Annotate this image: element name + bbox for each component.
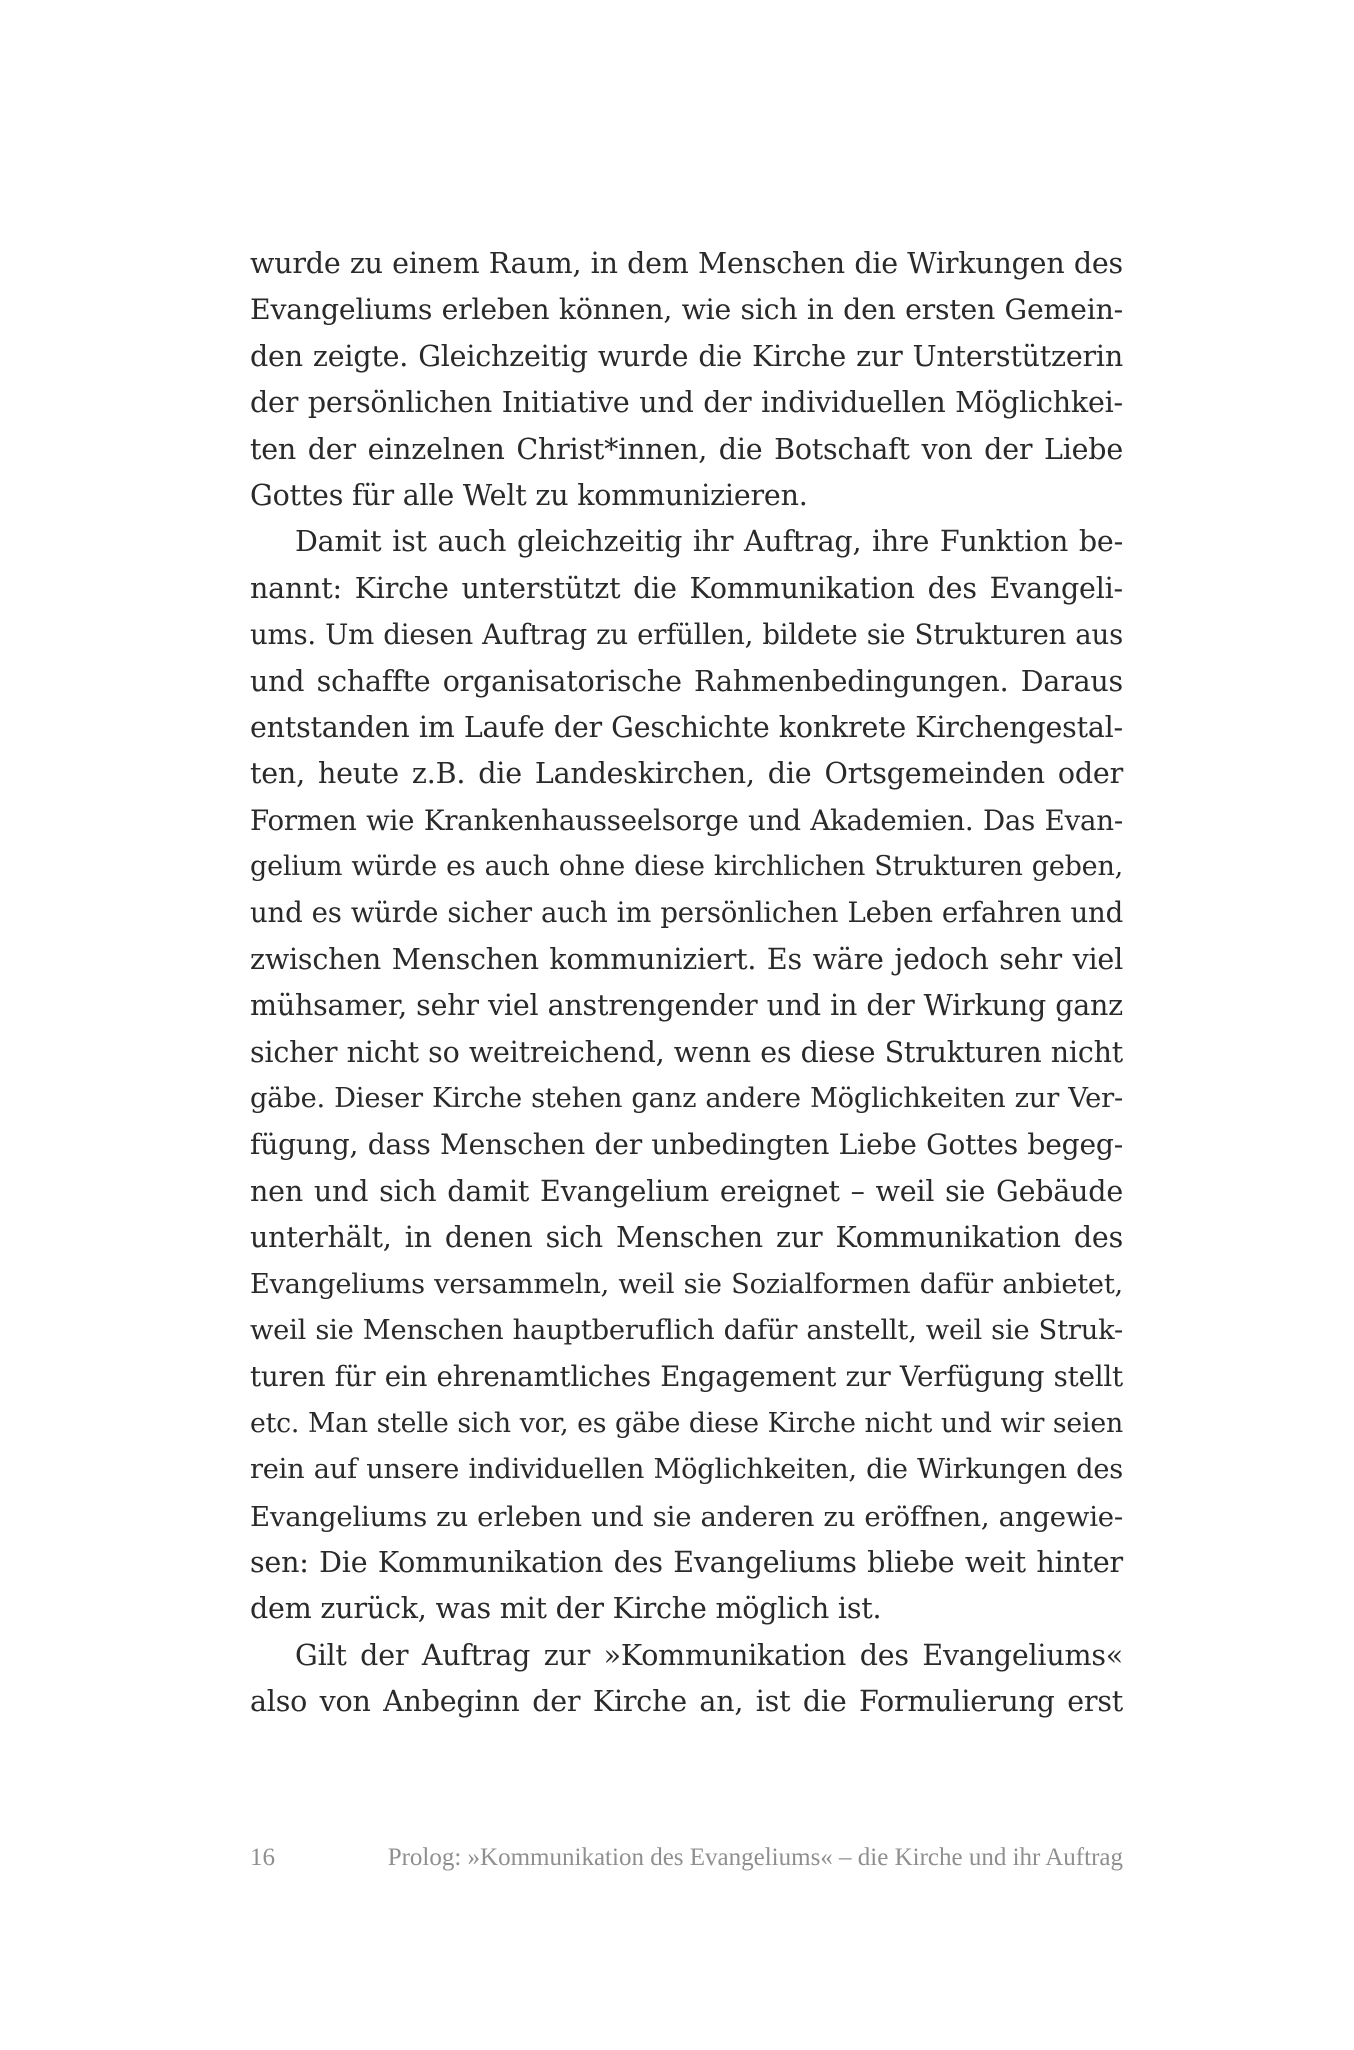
text-line: nen und sich damit Evangelium ereignet – weil sie Gebäude: [250, 1174, 1123, 1208]
text-line: nannt: Kirche unterstützt die Kommunikation des Evangeli-: [250, 571, 1123, 605]
text-line: turen für ein ehrenamtliches Engagement zur Verfügung stellt: [250, 1360, 1123, 1394]
page-number: 16: [250, 1844, 275, 1871]
page-footer: [250, 1838, 1123, 1878]
text-line: ten, heute z.B. die Landeskirchen, die Ortsgemeinden oder: [250, 757, 1123, 791]
text-line: Evangeliums versammeln, weil sie Sozialformen dafür anbietet,: [250, 1268, 1123, 1300]
text-line: Formen wie Krankenhausseelsorge und Akademien. Das Evan-: [250, 803, 1123, 837]
text-line: Evangeliums erleben können, wie sich in den ersten Gemein-: [250, 293, 1123, 327]
text-line: der persönlichen Initiative und der individuellen Möglichkei-: [250, 386, 1123, 420]
text-line: Gilt der Auftrag zur »Kommunikation des Evangeliums«: [295, 1638, 1123, 1672]
text-line: und es würde sicher auch im persönlichen Leben erfahren und: [250, 897, 1123, 930]
text-line: sicher nicht so weitreichend, wenn es diese Strukturen nicht: [250, 1035, 1123, 1069]
paragraph: [250, 241, 1123, 519]
text-line: gäbe. Dieser Kirche stehen ganz andere Möglichkeiten zur Ver-: [250, 1083, 1123, 1115]
text-line: mühsamer, sehr viel anstrengender und in der Wirkung ganz: [250, 989, 1123, 1023]
text-line: unterhält, in denen sich Menschen zur Kommunikation des: [250, 1221, 1123, 1255]
text-line: wurde zu einem Raum, in dem Menschen die Wirkungen des: [250, 247, 1123, 280]
text-line: zwischen Menschen kommuniziert. Es wäre jedoch sehr viel: [250, 942, 1123, 976]
text-line: Evangeliums zu erleben und sie anderen zu eröffnen, angewie-: [250, 1500, 1123, 1533]
paragraph: [250, 1633, 1123, 1726]
text-line: gelium würde es auch ohne diese kirchlichen Strukturen geben,: [250, 851, 1123, 883]
text-line: sen: Die Kommunikation des Evangeliums bliebe weit hinter: [250, 1545, 1123, 1579]
text-line: ten der einzelnen Christ*innen, die Botschaft von der Liebe: [250, 432, 1123, 466]
text-line: fügung, dass Menschen der unbedingten Liebe Gottes begeg-: [250, 1128, 1123, 1162]
text-line: rein auf unsere individuellen Möglichkeiten, die Wirkungen des: [250, 1454, 1123, 1486]
text-line: entstanden im Laufe der Geschichte konkrete Kirchengestal-: [250, 710, 1123, 744]
text-line: Damit ist auch gleichzeitig ihr Auftrag, ihre Funktion be-: [295, 525, 1123, 559]
text-line: etc. Man stelle sich vor, es gäbe diese Kirche nicht und wir seien: [250, 1407, 1123, 1439]
text-line: dem zurück, was mit der Kirche möglich ist.: [250, 1592, 882, 1626]
body-text: [250, 241, 1123, 1726]
text-line: Gottes für alle Welt zu kommunizieren.: [250, 478, 808, 512]
text-line: und schaffte organisatorische Rahmenbedingungen. Daraus: [250, 664, 1123, 698]
text-line: weil sie Menschen hauptberuflich dafür anstellt, weil sie Struk-: [250, 1314, 1123, 1346]
text-line: also von Anbeginn der Kirche an, ist die Formulierung erst: [250, 1685, 1123, 1719]
paragraph: [250, 519, 1123, 1632]
text-line: ums. Um diesen Auftrag zu erfüllen, bildete sie Strukturen aus: [250, 619, 1123, 652]
running-head: Prolog: »Kommunikation des Evangeliums« – die Kirche und ihr Auftrag: [387, 1844, 1123, 1871]
text-line: den zeigte. Gleichzeitig wurde die Kirche zur Unterstützerin: [250, 339, 1123, 373]
